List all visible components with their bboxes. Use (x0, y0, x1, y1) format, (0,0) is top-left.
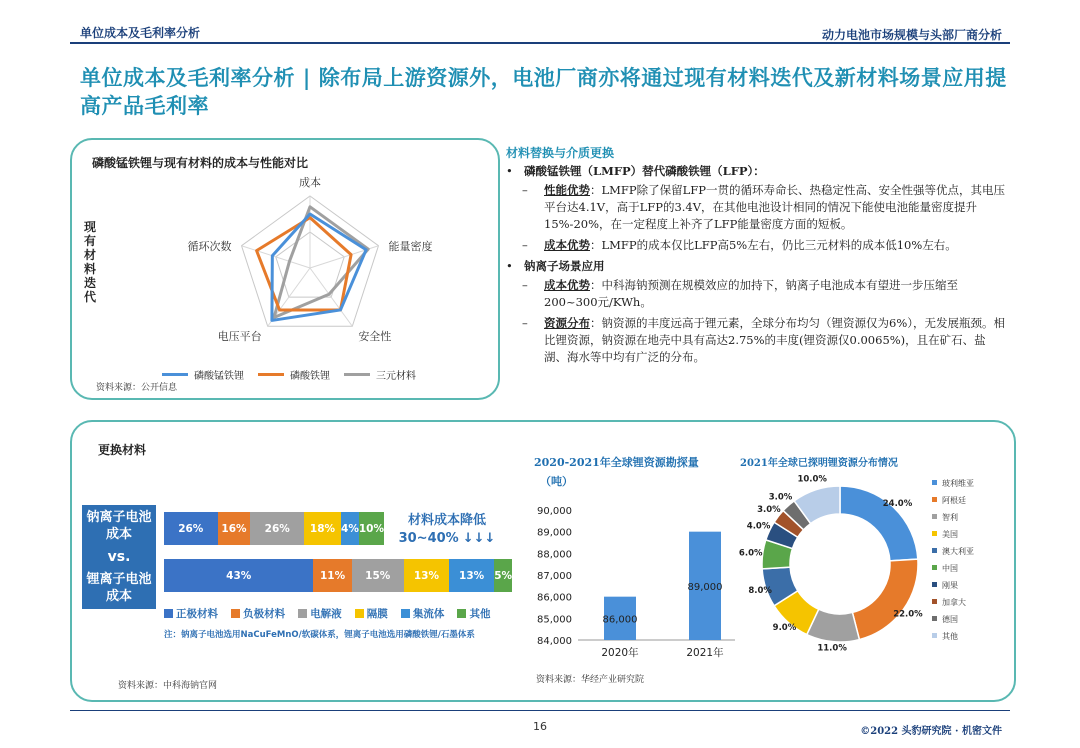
cost-segment: 15% (352, 559, 404, 592)
cost-segment: 4% (341, 512, 359, 545)
cost-segment: 43% (164, 559, 313, 592)
legend-separator: 隔膜 (355, 606, 388, 621)
donut-value-label: 9.0% (772, 623, 797, 634)
donut-legend-swatch (932, 531, 937, 536)
bottom-source: 资料来源：中科海钠官网 (118, 681, 218, 691)
sub-bullet-lmfp-performance: – 性能优势：LMFP除了保留LFP一贯的循环寿命长、热稳定性高、安全性强等优点，其电压平台达4.1V，高于LFP的3.4V，在其他电池设计相同的情况下能使电池能量密度提升15%-20%，在一定程度上补齐了LFP能量密度方面的短板。 (522, 183, 1005, 231)
y-tick-label: 90,000 (537, 506, 572, 517)
reserves-bar-chart (530, 498, 740, 666)
legend-other: 其他 (457, 606, 490, 621)
y-tick-label: 88,000 (537, 549, 572, 561)
donut-legend-swatch (932, 582, 937, 587)
donut-legend-swatch (932, 514, 937, 519)
page-number: 16 (533, 720, 547, 733)
y-tick-label: 87,000 (537, 571, 572, 582)
donut-value-label: 8.0% (748, 585, 772, 596)
donut-slice (852, 559, 918, 639)
donut-legend-label: 澳大利亚 (942, 547, 974, 556)
legend-cathode: 正极材料 (164, 606, 218, 621)
cost-legend (164, 603, 514, 622)
donut-legend-label: 德国 (942, 615, 958, 624)
bullet-sodium: • 钠离子场景应用 (506, 259, 605, 273)
donut-legend-swatch (932, 616, 937, 621)
cost-segment: 16% (218, 512, 251, 545)
x-category-label: 2021年 (686, 647, 724, 659)
sub-bullet-sodium-cost: – 成本优势：中科海钠预测在规模效应的加持下，钠离子电池成本有望进一步压缩至200~300元/KWh。 (522, 278, 958, 309)
vs-label: vs. (82, 547, 156, 567)
donut-legend-label: 其他 (942, 632, 958, 641)
legend-anode: 负极材料 (231, 606, 285, 621)
li-cost-bar (164, 559, 512, 592)
radar-axis-label: 电压平台 (217, 330, 262, 344)
radar-series (257, 207, 369, 321)
reserves-source: 资料来源：华经产业研究院 (536, 675, 645, 685)
radar-axis-label: 成本 (299, 176, 321, 189)
footer-copyright: ©2022 头豹研究院 · 机密文件 (860, 726, 1002, 737)
donut-legend-swatch (932, 497, 937, 502)
li-cost-label: 锂离子电池成本 (82, 567, 156, 609)
na-bar-row (164, 512, 384, 545)
donut-legend-label: 美国 (942, 530, 958, 539)
y-tick-label: 86,000 (537, 592, 572, 604)
donut-legend-label: 玻利维亚 (942, 479, 974, 488)
right-heading: 材料替换与介质更换 (506, 146, 615, 160)
radar-source: 资料来源：公开信息 (96, 383, 178, 393)
footer-rule (70, 710, 1010, 711)
cost-note: 注：钠离子电池选用NaCuFeMnO/软碳体系，锂离子电池选用磷酸铁锂/石墨体系 (164, 630, 475, 640)
radar-spoke (242, 246, 310, 268)
donut-value-label: 11.0% (817, 643, 847, 654)
legend-electrolyte: 电解液 (298, 606, 342, 621)
cost-segment: 10% (359, 512, 384, 545)
donut-legend-swatch (932, 633, 937, 638)
donut-value-label: 6.0% (738, 548, 763, 559)
donut-legend-swatch (932, 565, 937, 570)
donut-legend-label: 阿根廷 (942, 496, 966, 505)
donut-value-label: 24.0% (882, 498, 913, 509)
y-tick-label: 89,000 (537, 527, 572, 539)
radar-axis-label: 循环次数 (187, 239, 232, 253)
donut-legend-label: 加拿大 (942, 598, 966, 607)
radar-legend (162, 367, 416, 382)
distribution-donut-chart (738, 472, 1008, 654)
cost-segment: 18% (304, 512, 341, 545)
donut-value-label: 3.0% (757, 504, 781, 515)
legend-lfp: 磷酸铁锂 (258, 367, 330, 382)
donut-legend-label: 智利 (942, 513, 958, 522)
y-tick-label: 84,000 (537, 636, 572, 647)
donut-legend-swatch (932, 599, 937, 604)
reserves-chart-unit: （吨） (540, 475, 573, 488)
radar-series-2 (274, 207, 368, 318)
donut-legend-swatch (932, 548, 937, 553)
page-title: 单位成本及毛利率分析 | 除布局上游资源外，电池厂商亦将通过现有材料迭代及新材料场景应用提高产品毛利率 (80, 65, 1007, 118)
donut-value-label: 3.0% (768, 492, 793, 503)
donut-value-label: 10.0% (797, 474, 827, 485)
bullet-lmfp: • 磷酸锰铁锂（LMFP）替代磷酸铁锂（LFP）： (506, 164, 765, 178)
donut-slice (840, 486, 918, 561)
y-tick-label: 85,000 (537, 614, 572, 626)
donut-value-label: 4.0% (746, 521, 771, 532)
radar-chart (160, 168, 460, 368)
legend-collector: 集流体 (401, 606, 445, 621)
header-section-title: 单位成本及毛利率分析 (80, 26, 201, 40)
radar-title: 磷酸锰铁锂与现有材料的成本与性能对比 (92, 156, 309, 170)
donut-legend-label: 刚果 (942, 581, 958, 590)
reserves-value-label: 89,000 (687, 581, 723, 593)
cost-reduction-callout: 材料成本降低30~40% ↓↓↓ (398, 513, 496, 546)
reserves-value-label: 86,000 (602, 614, 638, 626)
legend-ternary: 三元材料 (344, 367, 416, 382)
reserves-chart-title: 2020-2021年全球锂资源勘探量 (534, 456, 699, 469)
sub-bullet-sodium-resource: – 资源分布：钠资源的丰度远高于锂元素，全球分布均匀（锂资源仅为6%），无发展瓶颈。相比锂资源，钠资源在地壳中具有高达2.75%的丰度(锂资源仅0.0065%)，且在矿石、盐湖、海水等中均有广泛的分布。 (522, 316, 1005, 364)
na-cost-label: 钠离子电池成本 (82, 505, 156, 547)
distribution-chart-title: 2021年全球已探明锂资源分布情况 (740, 458, 898, 469)
legend-lmfp: 磷酸锰铁锂 (162, 367, 244, 382)
sub-bullet-lmfp-cost: – 成本优势：LMFP的成本仅比LFP高5%左右，仍比三元材料的成本低10%左右。 (522, 238, 957, 252)
donut-legend-swatch (932, 480, 937, 485)
header-report-title: 动力电池市场规模与头部厂商分析 (821, 28, 1002, 42)
radar-axis-label: 安全性 (358, 330, 392, 344)
radar-axis-label: 能量密度 (388, 239, 433, 253)
x-category-label: 2020年 (601, 647, 639, 659)
li-bar-row (164, 559, 512, 592)
na-cost-bar (164, 512, 384, 545)
right-text-block (506, 163, 1006, 366)
cost-segment: 26% (164, 512, 218, 545)
radar-side-label: 现有材料迭代 (84, 220, 97, 304)
donut-legend-label: 中国 (942, 564, 958, 573)
cost-segment: 26% (250, 512, 304, 545)
bottom-heading: 更换材料 (98, 443, 147, 457)
donut-legend (932, 478, 974, 641)
donut-value-label: 22.0% (893, 609, 923, 620)
cost-segment: 5% (494, 559, 512, 592)
cost-segment: 13% (449, 559, 494, 592)
cost-segment: 11% (313, 559, 351, 592)
cost-segment: 13% (404, 559, 449, 592)
